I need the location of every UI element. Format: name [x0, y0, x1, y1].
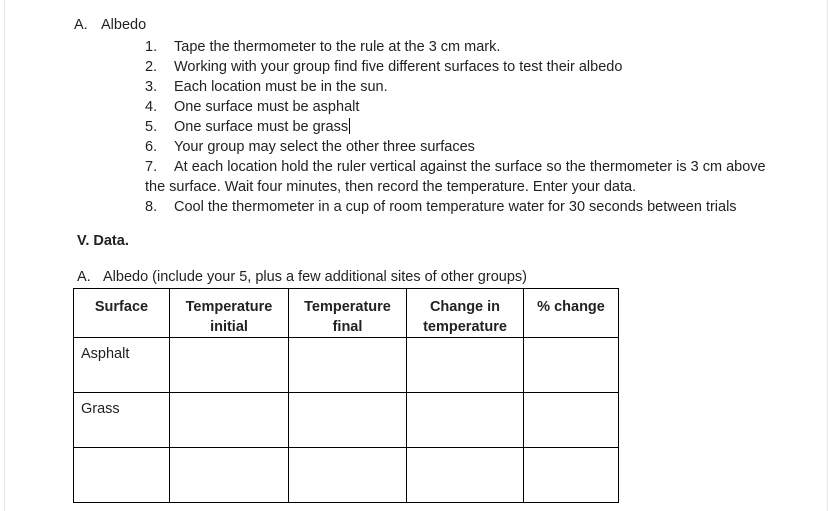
- data-table-title: Albedo (include your 5, plus a few additional sites of other groups): [103, 269, 527, 285]
- table-row: [74, 448, 619, 503]
- header-surface: Surface: [74, 289, 170, 338]
- table-cell[interactable]: Grass: [74, 393, 170, 448]
- header-change-in-temperature: Change in temperature: [407, 289, 524, 338]
- data-table-heading: [77, 269, 527, 285]
- list-item: 7. At each location hold the ruler vertical against the surface so the thermometer is 3 cm above the surface. Wait four minutes, then record the temperature. Enter your data.: [145, 159, 766, 195]
- header-temperature-final: Temperature final: [289, 289, 407, 338]
- table-header-row: [74, 289, 619, 338]
- table-cell[interactable]: [170, 338, 289, 393]
- table-row: [74, 393, 619, 448]
- list-item: 4. One surface must be asphalt: [145, 99, 360, 115]
- table-cell[interactable]: [74, 448, 170, 503]
- table-cell[interactable]: [407, 393, 524, 448]
- list-item: 8. Cool the thermometer in a cup of room temperature water for 30 seconds between trials: [145, 199, 737, 215]
- table-cell[interactable]: [524, 393, 619, 448]
- table-cell[interactable]: [524, 338, 619, 393]
- section-heading-data: V. Data.: [77, 233, 129, 249]
- list-item: 1. Tape the thermometer to the rule at the 3 cm mark.: [145, 39, 501, 55]
- section-title: Albedo: [101, 17, 147, 33]
- table-cell[interactable]: [407, 448, 524, 503]
- table-row: [74, 338, 619, 393]
- document-page: [4, 0, 828, 511]
- table-cell[interactable]: [524, 448, 619, 503]
- table-cell[interactable]: [170, 393, 289, 448]
- albedo-data-table: [73, 288, 619, 503]
- header-temperature-initial: Temperature initial: [170, 289, 289, 338]
- table-cell[interactable]: [407, 338, 524, 393]
- table-cell[interactable]: [170, 448, 289, 503]
- table-cell[interactable]: [289, 338, 407, 393]
- table-cell[interactable]: Asphalt: [74, 338, 170, 393]
- list-item: 3. Each location must be in the sun.: [145, 79, 388, 95]
- table-cell[interactable]: [289, 393, 407, 448]
- section-letter: A.: [77, 269, 91, 285]
- list-item: 2. Working with your group find five different surfaces to test their albedo: [145, 59, 623, 75]
- list-item: 6. Your group may select the other three surfaces: [145, 139, 475, 155]
- section-heading-albedo: [74, 17, 146, 33]
- text-cursor: [349, 118, 350, 134]
- list-item: 5. One surface must be grass: [145, 119, 349, 135]
- section-letter: A.: [74, 17, 88, 33]
- procedure-list: [145, 37, 795, 217]
- header-percent-change: % change: [524, 289, 619, 338]
- table-cell[interactable]: [289, 448, 407, 503]
